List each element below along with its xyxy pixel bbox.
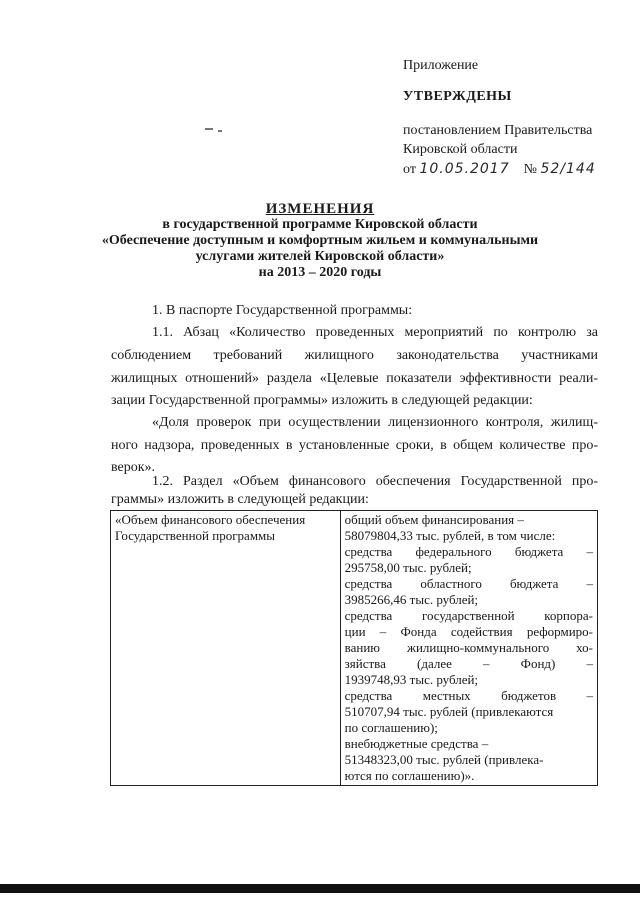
right-cell-line: средства местных бюджетов – xyxy=(344,688,593,703)
paragraph-1-1-line-2: соблюдением требований жилищного законодательства участниками xyxy=(111,348,598,363)
title-line-1: в государственной программе Кировской области xyxy=(162,217,478,232)
financing-table xyxy=(110,510,598,786)
paragraph-1: 1. В паспорте Государственной программы: xyxy=(152,303,413,318)
right-cell-line: 51348323,00 тыс. рублей (привлека- xyxy=(344,752,544,767)
date-line xyxy=(403,160,596,179)
right-cell-line: средства федерального бюджета – xyxy=(344,544,593,559)
approved-label: УТВЕРЖДЕНЫ xyxy=(403,89,512,104)
handwritten-number: 52/144 xyxy=(540,161,596,177)
quote-line-2: ного надзора, проведенных в установленные сроки, в общем количестве про- xyxy=(111,438,598,453)
paragraph-1-1-line-3: жилищных отношений» раздела «Целевые показатели эффективности реали- xyxy=(111,371,598,386)
left-cell-line: «Объем финансового обеспечения xyxy=(115,512,306,527)
region-label: Кировской области xyxy=(403,142,518,157)
quote-line-3: верок». xyxy=(111,460,156,475)
right-cell-line: ции – Фонда содействия реформиро- xyxy=(344,624,593,639)
right-cell-line: по соглашению); xyxy=(344,720,438,735)
right-cell-line: общий объем финансирования – xyxy=(344,512,524,527)
table-row xyxy=(111,511,598,786)
left-cell-line: Государственной программы xyxy=(115,528,276,543)
scan-edge-bar xyxy=(0,884,640,893)
title-line-2: «Обеспечение доступным и комфортным жильем и коммунальными xyxy=(101,233,539,248)
appendix-label: Приложение xyxy=(403,58,479,73)
right-cell-line: 1939748,93 тыс. рублей; xyxy=(344,672,479,687)
right-cell-line: 295758,00 тыс. рублей; xyxy=(344,560,472,575)
right-cell-line: внебюджетные средства – xyxy=(344,736,489,751)
title-main: ИЗМЕНЕНИЯ xyxy=(265,201,375,217)
number-prefix: № xyxy=(523,162,537,177)
decree-label: постановлением Правительства xyxy=(403,123,593,138)
right-cell-line: 3985266,46 тыс. рублей; xyxy=(344,592,479,607)
paragraph-1-2-line-2: граммы» изложить в следующей редакции: xyxy=(111,492,369,507)
title-line-4: на 2013 – 2020 годы xyxy=(258,265,382,280)
handwritten-date: 10.05.2017 xyxy=(419,161,510,177)
right-cell-line: средства областного бюджета – xyxy=(344,576,593,591)
paragraph-1-1-line-4: зации Государственной программы» изложить в следующей редакции: xyxy=(111,393,533,408)
date-prefix: от xyxy=(403,162,416,177)
quote-line-1: «Доля проверок при осуществлении лицензионного контроля, жилищ- xyxy=(152,415,598,430)
right-cell-line: зяйства (далее – Фонд) – xyxy=(344,656,593,671)
right-cell-line: 58079804,33 тыс. рублей, в том числе: xyxy=(344,528,556,543)
right-cell-line: ванию жилищно-коммунального хо- xyxy=(344,640,593,655)
right-cell-line: 510707,94 тыс. рублей (привлекаются xyxy=(344,704,554,719)
title-line-3: услугами жителей Кировской области» xyxy=(195,249,445,264)
table-cell-label xyxy=(111,511,341,786)
scan-speck xyxy=(218,130,222,132)
right-cell-line: средства государственной корпора- xyxy=(344,608,593,623)
document-title xyxy=(0,201,640,281)
table-cell-value xyxy=(340,511,597,786)
scan-speck xyxy=(205,128,213,130)
right-cell-line: ются по соглашению)». xyxy=(344,768,475,783)
paragraph-1-1-line-1: 1.1. Абзац «Количество проведенных мероприятий по контролю за xyxy=(152,325,598,340)
paragraph-1-2-line-1: 1.2. Раздел «Объем финансового обеспечения Государственной про- xyxy=(152,474,598,489)
